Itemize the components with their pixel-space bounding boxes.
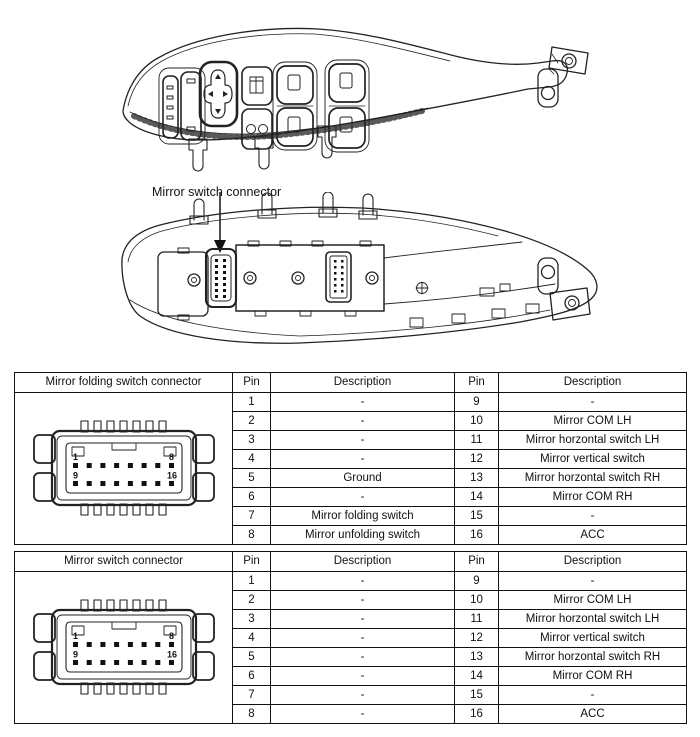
left-switch-module bbox=[158, 248, 208, 320]
pin-cell: 8 bbox=[233, 526, 271, 545]
description-cell: - bbox=[499, 393, 687, 412]
description-cell: Mirror folding switch bbox=[271, 507, 455, 526]
pin8-label: 8 bbox=[168, 451, 174, 462]
switch-panel-front-view-diagram bbox=[60, 14, 620, 184]
mirror-folding-switch-connector-table bbox=[14, 372, 687, 545]
description-cell: - bbox=[271, 488, 455, 507]
description-cell: - bbox=[499, 686, 687, 705]
pin-cell: 8 bbox=[233, 705, 271, 724]
pin-cell: 10 bbox=[455, 591, 499, 610]
description-header: Description bbox=[271, 552, 455, 572]
description-cell: Ground bbox=[271, 469, 455, 488]
pin-header: Pin bbox=[455, 373, 499, 393]
description-cell: Mirror COM RH bbox=[499, 667, 687, 686]
callout-arrow bbox=[214, 192, 226, 253]
pin-header: Pin bbox=[233, 552, 271, 572]
description-cell: Mirror COM LH bbox=[499, 412, 687, 431]
mounting-bracket bbox=[538, 47, 588, 107]
description-cell: ACC bbox=[499, 705, 687, 724]
description-cell: - bbox=[271, 648, 455, 667]
description-cell: Mirror horzontal switch LH bbox=[499, 431, 687, 450]
pin-cell: 4 bbox=[233, 450, 271, 469]
pin-cell: 1 bbox=[233, 572, 271, 591]
pin-cell: 9 bbox=[455, 572, 499, 591]
description-cell: Mirror COM RH bbox=[499, 488, 687, 507]
main-switch-module bbox=[236, 241, 384, 316]
description-cell: Mirror horzontal switch RH bbox=[499, 648, 687, 667]
pin-header: Pin bbox=[455, 552, 499, 572]
table-row bbox=[15, 572, 687, 591]
table-row bbox=[15, 393, 687, 412]
description-cell: Mirror horzontal switch RH bbox=[499, 469, 687, 488]
pin-header: Pin bbox=[233, 373, 271, 393]
description-cell: Mirror vertical switch bbox=[499, 629, 687, 648]
pin16-label: 16 bbox=[166, 649, 177, 659]
pin-cell: 6 bbox=[233, 667, 271, 686]
connector-illustration-cell bbox=[15, 572, 233, 724]
pin-cell: 11 bbox=[455, 431, 499, 450]
pin-cell: 10 bbox=[455, 412, 499, 431]
pin-cell: 3 bbox=[233, 610, 271, 629]
pin-cell: 7 bbox=[233, 686, 271, 705]
description-cell: - bbox=[271, 629, 455, 648]
pin-cell: 14 bbox=[455, 488, 499, 507]
connector-pinout-diagram bbox=[25, 588, 223, 708]
pin8-label: 8 bbox=[168, 630, 174, 641]
description-cell: - bbox=[499, 572, 687, 591]
connector-pinout-diagram bbox=[25, 409, 223, 529]
description-cell: Mirror vertical switch bbox=[499, 450, 687, 469]
description-cell: Mirror unfolding switch bbox=[271, 526, 455, 545]
description-cell: - bbox=[271, 431, 455, 450]
pin-cell: 15 bbox=[455, 686, 499, 705]
table-title: Mirror switch connector bbox=[15, 552, 233, 572]
mirror-switch-connector-table bbox=[14, 551, 687, 724]
switch-panel-back-view-diagram bbox=[60, 192, 620, 352]
connector-illustration-cell bbox=[15, 393, 233, 545]
pin9-label: 9 bbox=[72, 649, 78, 659]
description-cell: - bbox=[271, 705, 455, 724]
pin-cell: 2 bbox=[233, 591, 271, 610]
pin-cell: 1 bbox=[233, 393, 271, 412]
pin1-label: 1 bbox=[72, 630, 78, 641]
description-cell: - bbox=[271, 591, 455, 610]
pin1-label: 1 bbox=[72, 451, 78, 462]
pin-cell: 3 bbox=[233, 431, 271, 450]
header-row bbox=[15, 373, 687, 393]
pin-cell: 2 bbox=[233, 412, 271, 431]
pin16-label: 16 bbox=[166, 470, 177, 480]
description-cell: - bbox=[499, 507, 687, 526]
pin-cell: 12 bbox=[455, 450, 499, 469]
description-cell: - bbox=[271, 412, 455, 431]
description-cell: - bbox=[271, 686, 455, 705]
pin-cell: 6 bbox=[233, 488, 271, 507]
pin-cell: 13 bbox=[455, 648, 499, 667]
pin-cell: 5 bbox=[233, 469, 271, 488]
mirror-switch-connector-label: Mirror switch connector bbox=[152, 185, 282, 199]
description-header: Description bbox=[499, 552, 687, 572]
description-cell: - bbox=[271, 450, 455, 469]
table-title: Mirror folding switch connector bbox=[15, 373, 233, 393]
pin-cell: 14 bbox=[455, 667, 499, 686]
pin-grid bbox=[73, 463, 177, 486]
window-lock-button bbox=[242, 67, 272, 105]
description-header: Description bbox=[271, 373, 455, 393]
description-header: Description bbox=[499, 373, 687, 393]
pin-cell: 11 bbox=[455, 610, 499, 629]
description-cell: Mirror COM LH bbox=[499, 591, 687, 610]
pin-grid bbox=[73, 642, 177, 665]
description-cell: - bbox=[271, 667, 455, 686]
description-cell: - bbox=[271, 572, 455, 591]
description-cell: - bbox=[271, 393, 455, 412]
pin-cell: 16 bbox=[455, 705, 499, 724]
pin-cell: 9 bbox=[455, 393, 499, 412]
description-cell: ACC bbox=[499, 526, 687, 545]
header-row bbox=[15, 552, 687, 572]
pin-cell: 12 bbox=[455, 629, 499, 648]
pin-cell: 15 bbox=[455, 507, 499, 526]
pin9-label: 9 bbox=[72, 470, 78, 480]
description-cell: Mirror horzontal switch LH bbox=[499, 610, 687, 629]
pin-cell: 7 bbox=[233, 507, 271, 526]
mirror-switch-connector bbox=[206, 249, 236, 307]
pin-cell: 16 bbox=[455, 526, 499, 545]
pin-cell: 4 bbox=[233, 629, 271, 648]
pin-cell: 5 bbox=[233, 648, 271, 667]
pin-cell: 13 bbox=[455, 469, 499, 488]
description-cell: - bbox=[271, 610, 455, 629]
